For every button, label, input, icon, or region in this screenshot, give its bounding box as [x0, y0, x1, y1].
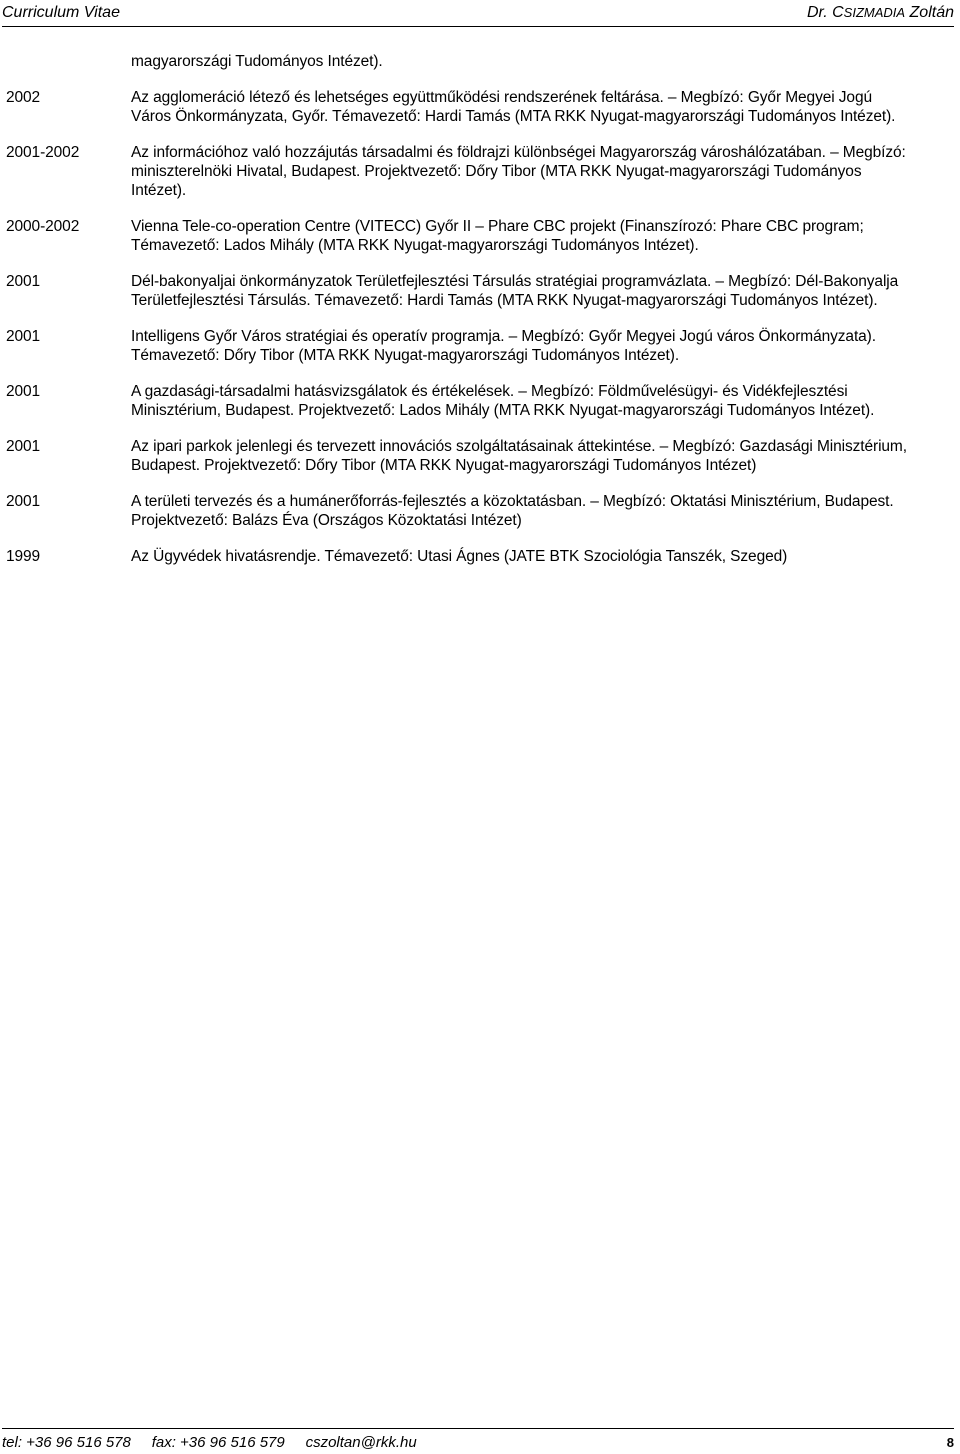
author-name-caps: SIZMADIA [843, 5, 906, 20]
list-item [6, 492, 926, 530]
entry-text: Az Ügyvédek hivatásrendje. Témavezető: Utasi Ágnes (JATE BTK Szociológia Tanszék, Szeged) [131, 548, 788, 565]
list-item [6, 272, 926, 310]
author-name-prefix: Dr. C [806, 4, 844, 21]
author-name [807, 4, 954, 22]
entry-year: 2001 [6, 438, 41, 455]
entry-text: Dél-bakonyaljai önkormányzatok Területfejlesztési Társulás stratégiai programvázlata. – Megbízó: Dél-Bakonyalja Területfejlesztési Társulás. Témavezető: Hardi Tamás (MTA RKK Nyugat-magyarországi Tudományos Intézet). [131, 273, 899, 309]
entry-text: magyarországi Tudományos Intézet). [131, 53, 383, 70]
entry-year: 2002 [6, 89, 41, 106]
project-list [6, 52, 926, 583]
contact-info: tel: +36 96 516 578 fax: +36 96 516 579 cszoltan@rkk.hu [2, 1434, 417, 1451]
entry-text: Az ipari parkok jelenlegi és tervezett innovációs szolgáltatásainak áttekintése. – Megbízó: Gazdasági Minisztérium, Budapest. Projektvezető: Dőry Tibor (MTA RKK Nyugat-magyarországi Tudományos Intézet) [131, 438, 907, 474]
page-header [2, 4, 954, 27]
entry-year: 2000-2002 [6, 218, 80, 235]
entry-year: 2001 [6, 383, 41, 400]
list-item [6, 382, 926, 420]
page-number: 8 [946, 1435, 954, 1450]
list-item [6, 217, 926, 255]
page-footer [2, 1428, 954, 1453]
list-item [6, 88, 926, 126]
entry-text: Az agglomeráció létező és lehetséges együttműködési rendszerének feltárása. – Megbízó: Győr Megyei Jogú Város Önkormányzata, Győr. Témavezető: Hardi Tamás (MTA RKK Nyugat-magyarországi Tudományos Intézet). [131, 89, 896, 125]
entry-year: 2001-2002 [6, 144, 80, 161]
entry-year: 2001 [6, 328, 41, 345]
author-name-suffix: Zoltán [905, 4, 954, 21]
list-item [6, 143, 926, 200]
entry-year: 1999 [6, 548, 41, 565]
list-item [6, 52, 926, 71]
entry-text: A területi tervezés és a humánerőforrás-fejlesztés a közoktatásban. – Megbízó: Oktatási Minisztérium, Budapest. Projektvezető: Balázs Éva (Országos Közoktatási Intézet) [131, 493, 894, 529]
entry-text: Intelligens Győr Város stratégiai és operatív programja. – Megbízó: Győr Megyei Jogú város Önkormányzata). Témavezető: Dőry Tibor (MTA RKK Nyugat-magyarországi Tudományos Intézet). [131, 328, 876, 364]
entry-text: Az információhoz való hozzájutás társadalmi és földrajzi különbségei Magyarország városhálózatában. – Megbízó: miniszterelnöki Hivatal, Budapest. Projektvezető: Dőry Tibor (MTA RKK Nyugat-magyarországi Tudományos Intézet). [131, 144, 906, 199]
entry-text: A gazdasági-társadalmi hatásvizsgálatok és értékelések. – Megbízó: Földművelésügyi- és Vidékfejlesztési Minisztérium, Budapest. Projektvezető: Lados Mihály (MTA RKK Nyugat-magyarországi Tudományos Intézet). [131, 383, 875, 419]
list-item [6, 547, 926, 566]
list-item [6, 327, 926, 365]
entry-year: 2001 [6, 493, 41, 510]
entry-year: 2001 [6, 273, 41, 290]
document-title: Curriculum Vitae [2, 4, 120, 21]
entry-year [6, 52, 131, 71]
list-item [6, 437, 926, 475]
entry-text: Vienna Tele-co-operation Centre (VITECC) Győr II – Phare CBC projekt (Finanszírozó: Phare CBC program; Témavezető: Lados Mihály (MTA RKK Nyugat-magyarországi Tudományos Intézet). [131, 218, 864, 254]
